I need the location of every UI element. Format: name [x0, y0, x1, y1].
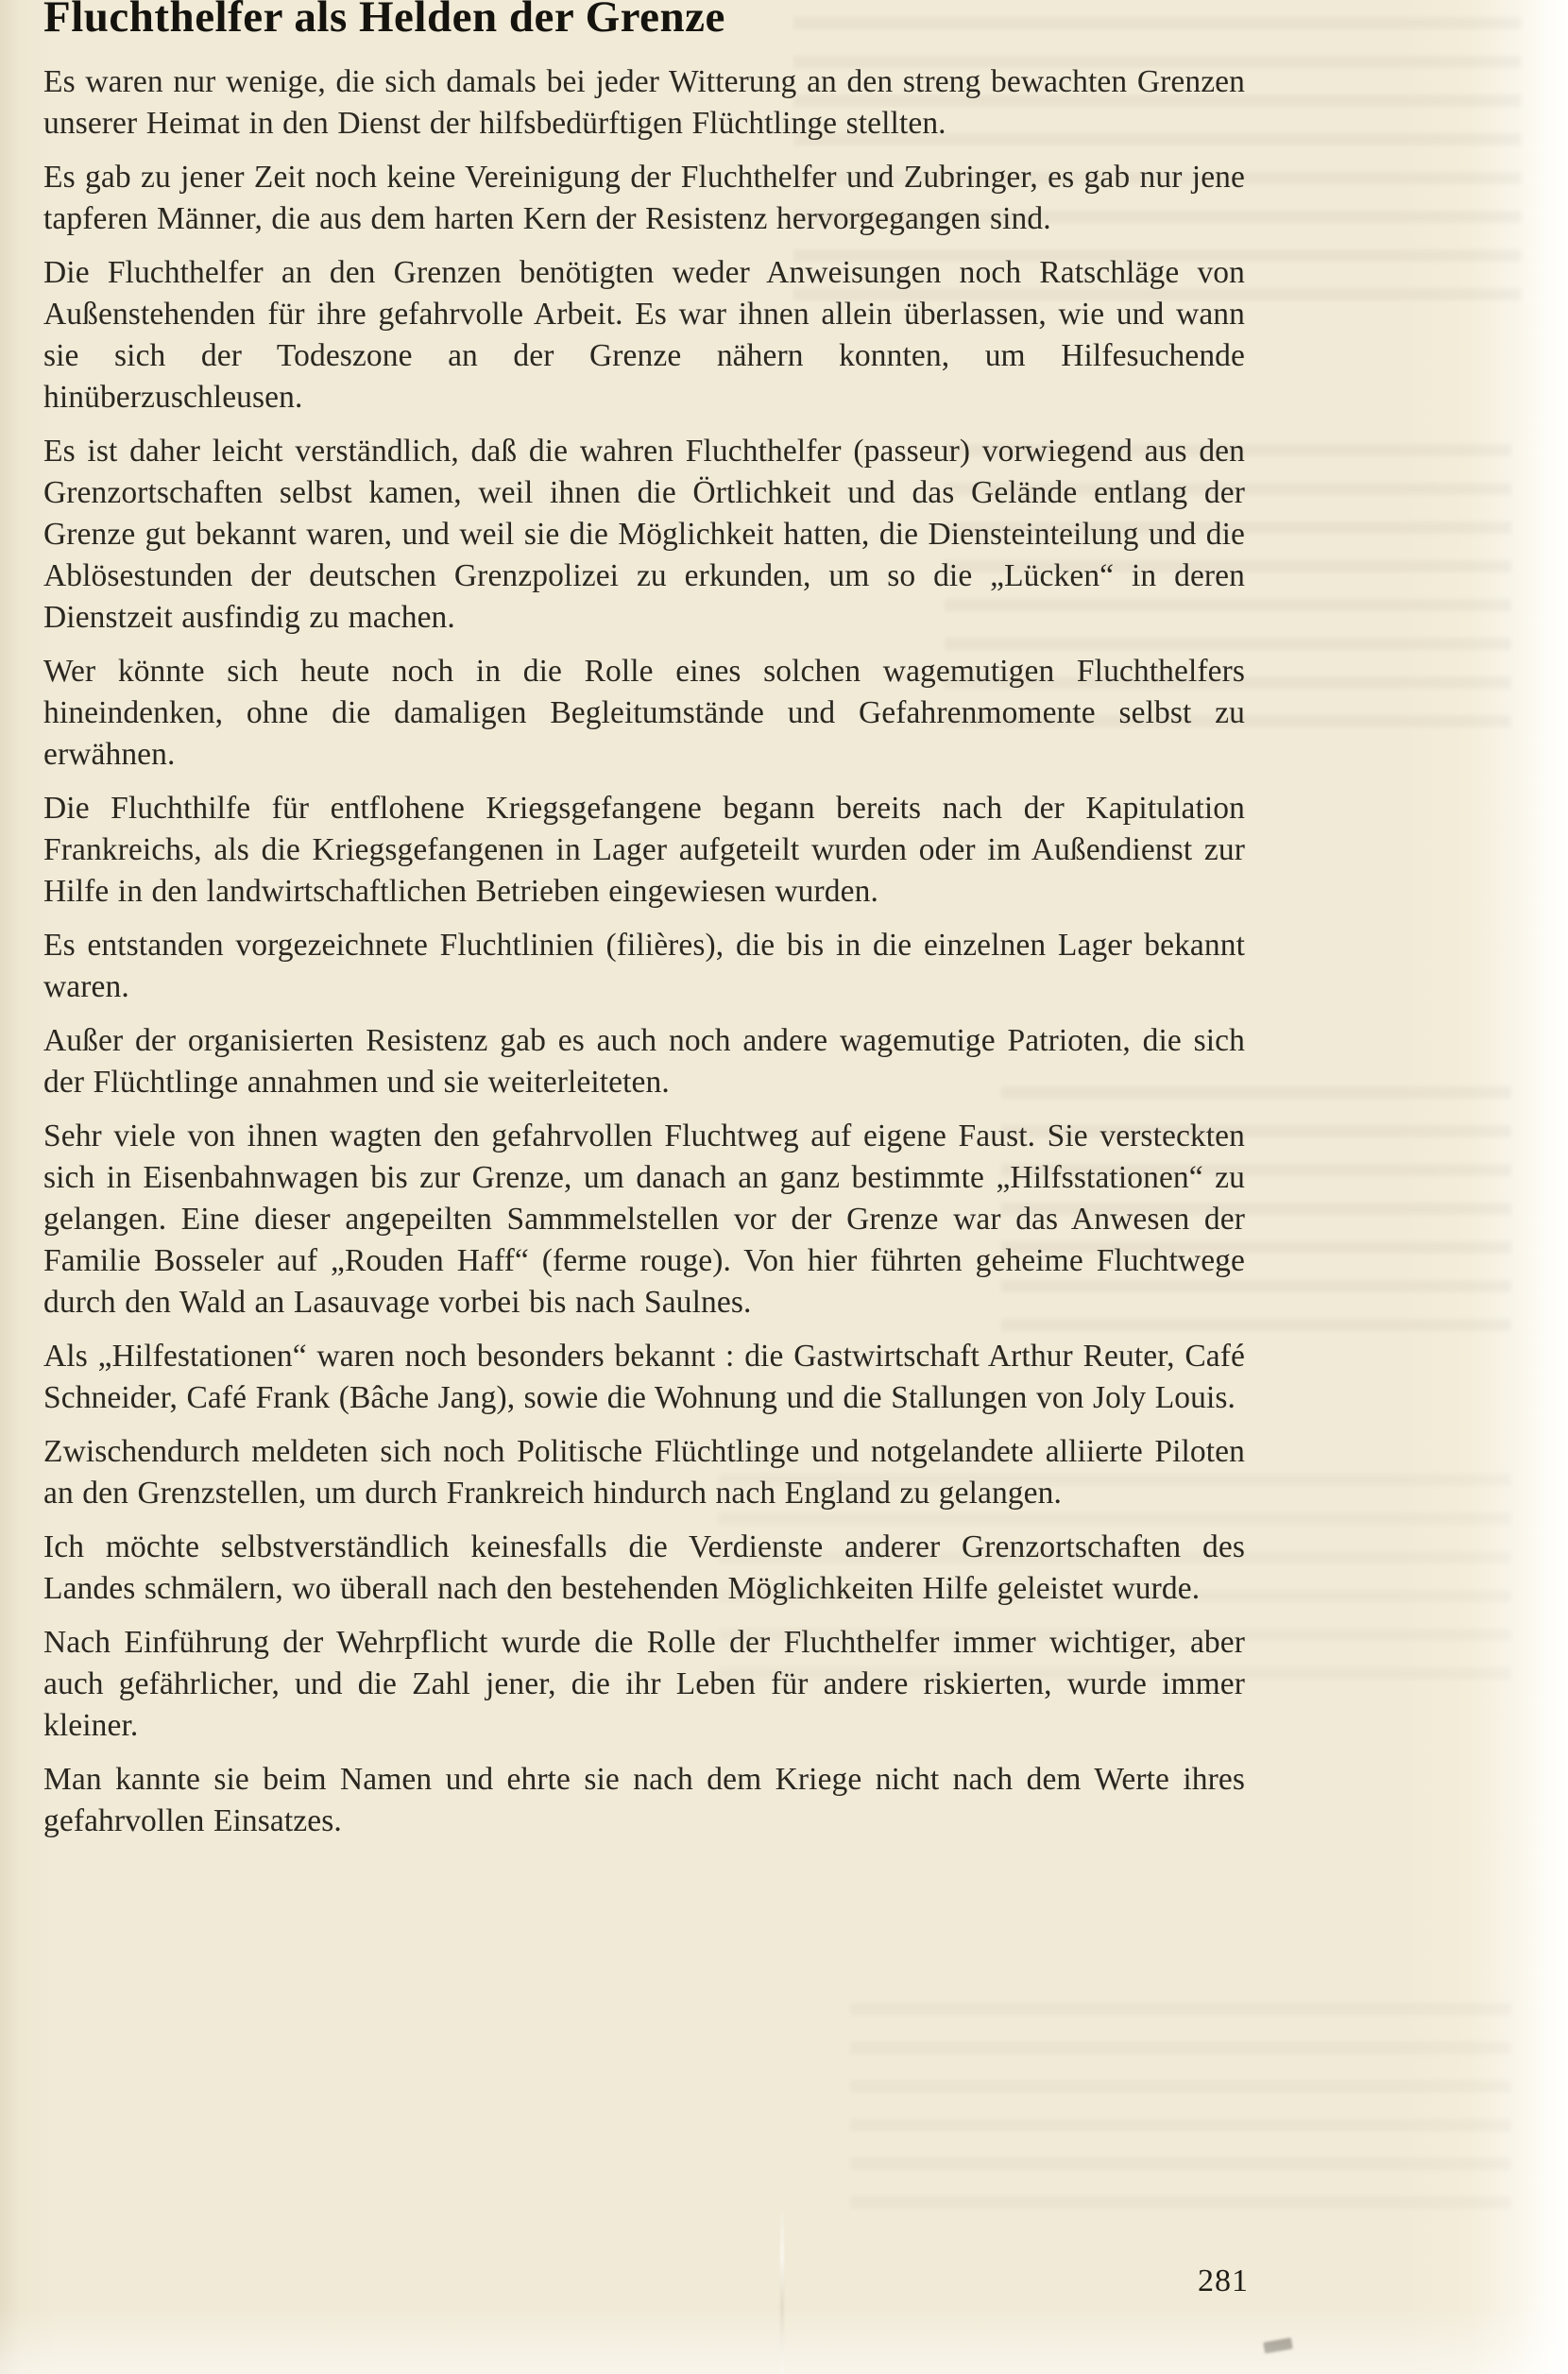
paragraph: Wer könnte sich heute noch in die Rolle eines solchen wagemutigen Fluchthelfers hineindenken, ohne die damaligen Begleitumstände und Gefahrenmomente selbst zu erwähnen. — [43, 653, 1245, 772]
paragraph: Sehr viele von ihnen wagten den gefahrvollen Fluchtweg auf eigene Faust. Sie versteckten sich in Eisenbahnwagen bis zur Grenze, um danach an ganz bestimmte „Hilfsstationen“ zu gelangen. Eine dieser angepeilten Sammmelstellen vor der Grenze war das Anwesen der Familie Bosseler auf „Rouden Haff“ (ferme rouge). Von hier führten geheime Fluchtwege durch den Wald an Lasauvage vorbei bis nach Saulnes. — [43, 1118, 1245, 1320]
ink-smudge — [1263, 2337, 1293, 2353]
page-title: Fluchthelfer als Helden der Grenze — [43, 0, 725, 42]
paragraph: Zwischendurch meldeten sich noch Politische Flüchtlinge und notgelandete alliierte Piloten an den Grenzstellen, um durch Frankreich hindurch nach England zu gelangen. — [43, 1433, 1245, 1511]
paragraph: Außer der organisierten Resistenz gab es auch noch andere wagemutige Patrioten, die sich der Flüchtlinge annahmen und sie weiterleiteten. — [43, 1022, 1245, 1100]
paragraph: Es gab zu jener Zeit noch keine Vereinigung der Fluchthelfer und Zubringer, es gab nur jene tapferen Männer, die aus dem harten Kern der Resistenz hervorgegangen sind. — [43, 159, 1245, 236]
paragraph: Die Fluchthilfe für entflohene Kriegsgefangene begann bereits nach der Kapitulation Frankreichs, als die Kriegsgefangenen in Lager aufgeteilt wurden oder im Außendienst zur Hilfe in den landwirtschaftlichen Betrieben eingewiesen wurden. — [43, 790, 1245, 909]
paragraph: Es ist daher leicht verständlich, daß die wahren Fluchthelfer (passeur) vorwiegend aus den Grenzortschaften selbst kamen, weil ihnen die Örtlichkeit und das Gelände entlang der Grenze gut bekannt waren, und weil sie die Möglichkeit hatten, die Diensteinteilung und die Ablösestunden der deutschen Grenzpolizei zu erkunden, um so die „Lücken“ in deren Dienstzeit ausfindig zu machen. — [43, 433, 1245, 635]
paper-crease — [780, 2206, 784, 2374]
bleedthrough-artifact — [850, 2003, 1511, 2220]
paragraph: Ich möchte selbstverständlich keinesfalls die Verdienste anderer Grenzortschaften des Landes schmälern, wo überall nach den bestehenden Möglichkeiten Hilfe geleistet wurde. — [43, 1529, 1245, 1606]
paragraph: Man kannte sie beim Namen und ehrte sie nach dem Kriege nicht nach dem Werte ihres gefahrvollen Einsatzes. — [43, 1761, 1245, 1838]
paragraph: Es entstanden vorgezeichnete Fluchtlinien (filières), die bis in die einzelnen Lager bekannt waren. — [43, 927, 1245, 1004]
paragraph: Es waren nur wenige, die sich damals bei jeder Witterung an den streng bewachten Grenzen unserer Heimat in den Dienst der hilfsbedürftigen Flüchtlinge stellten. — [43, 63, 1245, 141]
page-number: 281 — [1198, 2263, 1249, 2298]
paragraph: Als „Hilfestationen“ waren noch besonders bekannt : die Gastwirtschaft Arthur Reuter, Café Schneider, Café Frank (Bâche Jang), sowie die Wohnung und die Stallungen von Joly Louis. — [43, 1338, 1245, 1415]
text-column — [43, 2, 1245, 1854]
paragraph: Nach Einführung der Wehrpflicht wurde die Rolle der Fluchthelfer immer wichtiger, aber auch gefährlicher, und die Zahl jener, die ihr Leben für andere riskierten, wurde immer kleiner. — [43, 1624, 1245, 1743]
paragraph: Die Fluchthelfer an den Grenzen benötigten weder Anweisungen noch Ratschläge von Außenstehenden für ihre gefahrvolle Arbeit. Es war ihnen allein überlassen, wie und wann sie sich der Todeszone an der Grenze nähern konnten, um Hilfesuchende hinüberzuschleusen. — [43, 254, 1245, 415]
